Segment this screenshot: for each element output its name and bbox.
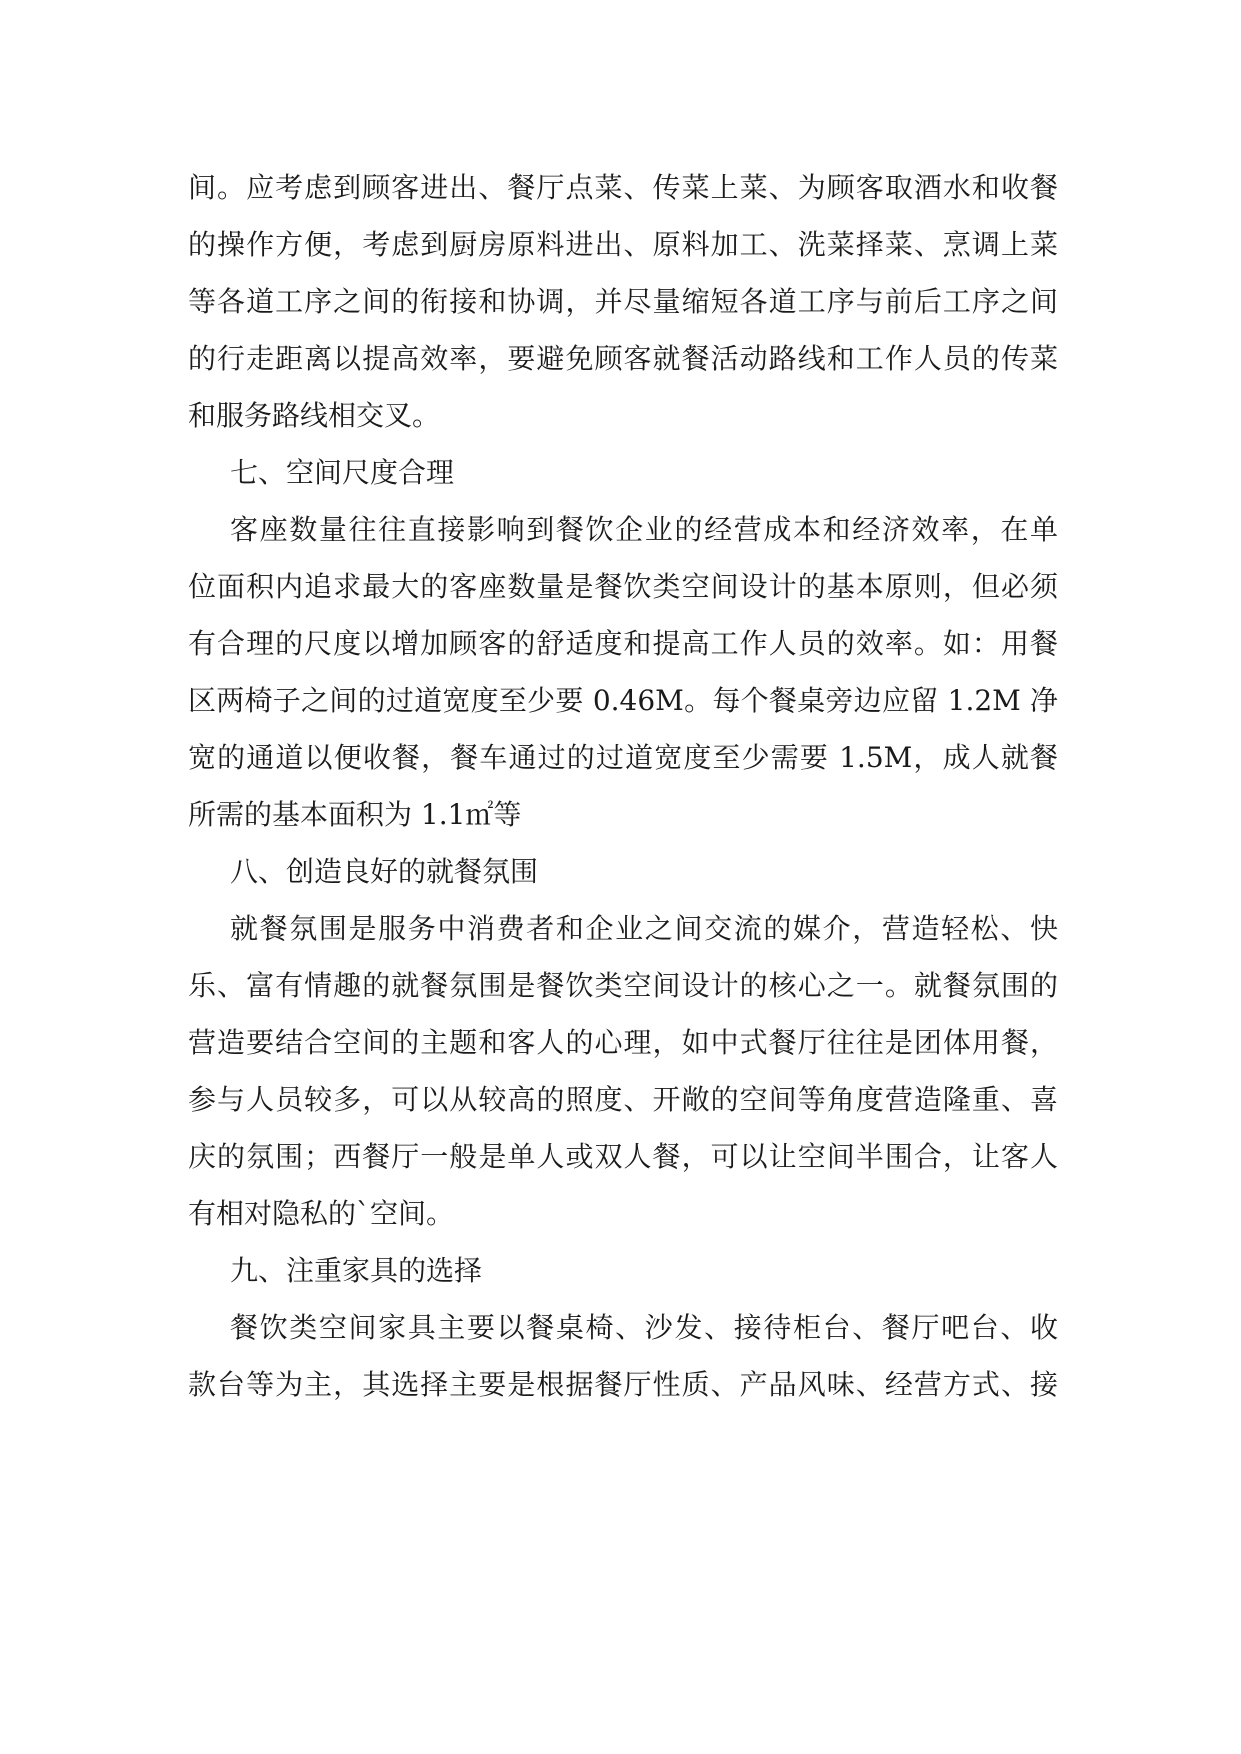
- paragraph-line: 宽的通道以便收餐，餐车通过的过道宽度至少需要 1.5M，成人就餐: [188, 741, 1058, 774]
- paragraph-line: 区两椅子之间的过道宽度至少要 0.46M。每个餐桌旁边应留 1.2M 净: [188, 684, 1058, 717]
- paragraph-line: 就餐氛围是服务中消费者和企业之间交流的媒介，营造轻松、快: [230, 912, 1058, 945]
- paragraph-line: 的操作方便，考虑到厨房原料进出、原料加工、洗菜择菜、烹调上菜: [188, 228, 1058, 261]
- section-heading: 九、注重家具的选择: [230, 1254, 483, 1287]
- paragraph-line: 和服务路线相交叉。: [188, 399, 441, 432]
- paragraph-line: 的行走距离以提高效率，要避免顾客就餐活动路线和工作人员的传菜: [188, 342, 1058, 375]
- paragraph-line: 客座数量往往直接影响到餐饮企业的经营成本和经济效率，在单: [230, 513, 1058, 546]
- section-heading: 七、空间尺度合理: [230, 456, 455, 489]
- paragraph-line: 有合理的尺度以增加顾客的舒适度和提高工作人员的效率。如：用餐: [188, 627, 1058, 660]
- paragraph-line: 间。应考虑到顾客进出、餐厅点菜、传菜上菜、为顾客取酒水和收餐: [188, 171, 1058, 204]
- paragraph-line: 有相对隐私的`空间。: [188, 1197, 455, 1230]
- paragraph-line: 等各道工序之间的衔接和协调，并尽量缩短各道工序与前后工序之间: [188, 285, 1058, 318]
- section-heading: 八、创造良好的就餐氛围: [230, 855, 539, 888]
- paragraph-line: 参与人员较多，可以从较高的照度、开敞的空间等角度营造隆重、喜: [188, 1083, 1058, 1116]
- paragraph-line: 位面积内追求最大的客座数量是餐饮类空间设计的基本原则，但必须: [188, 570, 1058, 603]
- paragraph-line: 款台等为主，其选择主要是根据餐厅性质、产品风味、经营方式、接: [188, 1368, 1058, 1401]
- paragraph-line: 所需的基本面积为 1.1㎡等: [188, 798, 522, 831]
- document-body: [188, 160, 1058, 1414]
- paragraph-line: 餐饮类空间家具主要以餐桌椅、沙发、接待柜台、餐厅吧台、收: [230, 1311, 1058, 1344]
- paragraph-line: 乐、富有情趣的就餐氛围是餐饮类空间设计的核心之一。就餐氛围的: [188, 969, 1058, 1002]
- paragraph-line: 庆的氛围；西餐厅一般是单人或双人餐，可以让空间半围合，让客人: [188, 1140, 1058, 1173]
- paragraph-line: 营造要结合空间的主题和客人的心理，如中式餐厅往往是团体用餐，: [188, 1026, 1058, 1059]
